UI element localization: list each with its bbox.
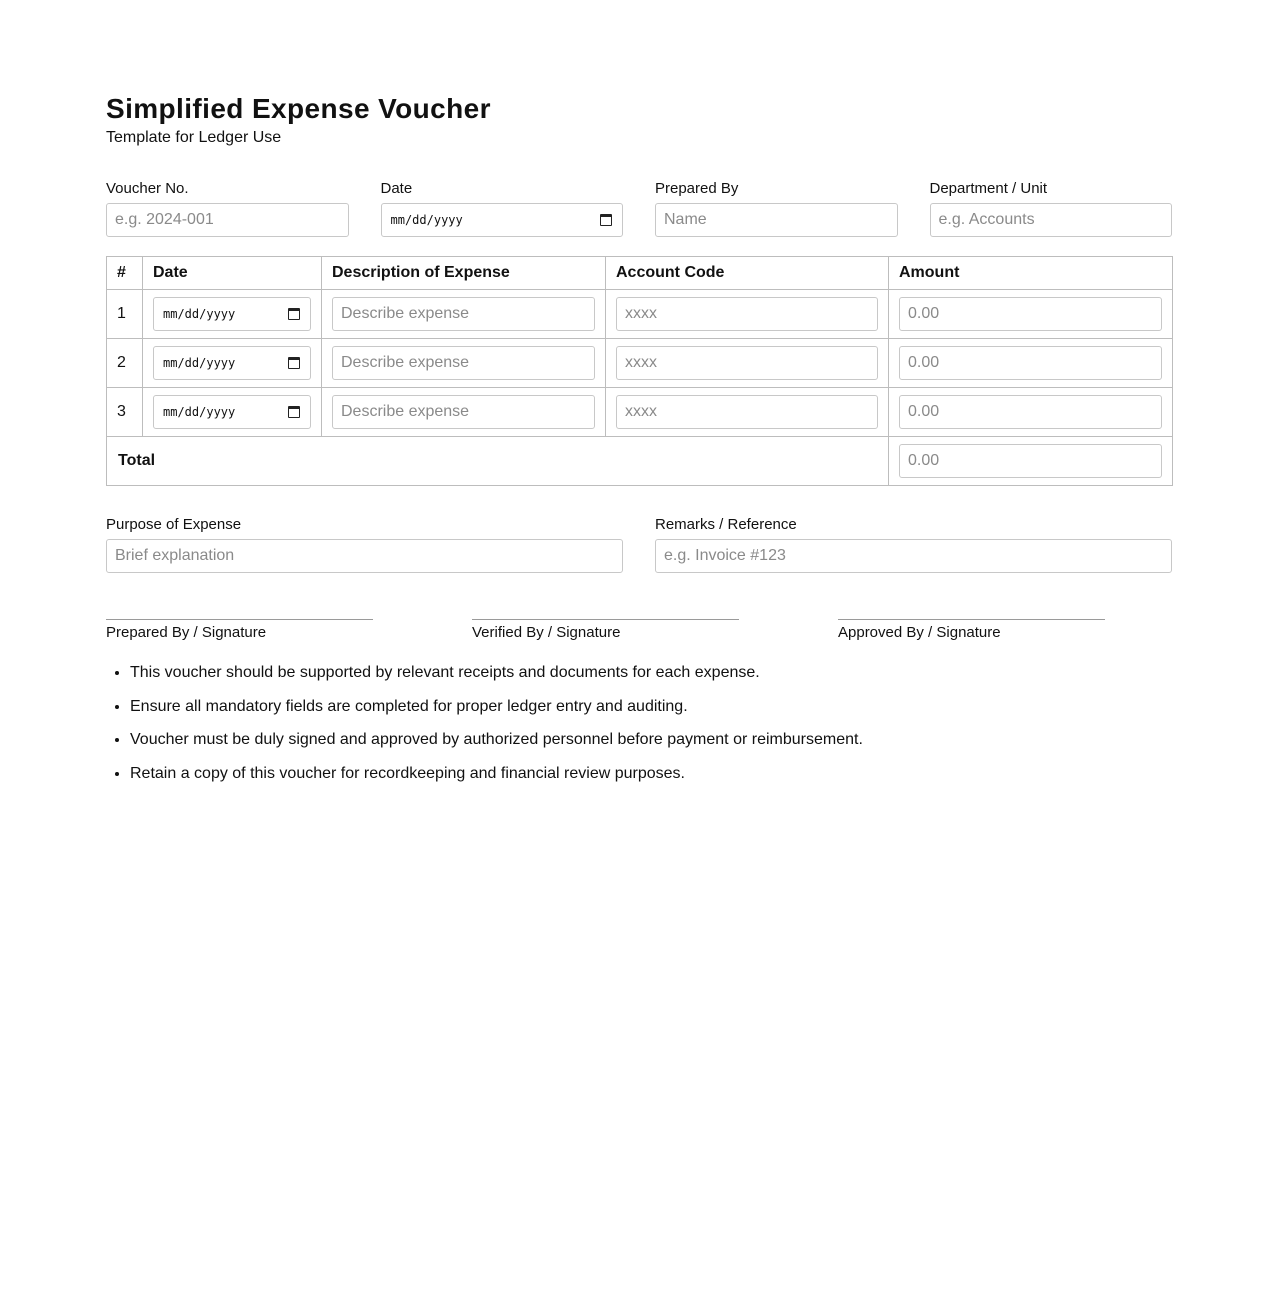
row-amount-cell	[889, 388, 1173, 437]
verified-by-signature	[472, 619, 739, 642]
row-amount-input[interactable]: 0.00	[899, 346, 1162, 380]
signature-line	[106, 619, 373, 620]
list-item: • Voucher must be duly signed and approved by authorized personnel before payment or reimbursement.	[130, 730, 1172, 750]
additional-fields	[106, 516, 1172, 573]
row-amount-input[interactable]: 0.00	[899, 395, 1162, 429]
signature-section	[106, 619, 1172, 642]
table-row	[107, 339, 1173, 388]
list-item: • Ensure all mandatory fields are completed for proper ledger entry and auditing.	[130, 697, 1172, 717]
date-input-placeholder: mm/dd/yyyy	[390, 213, 463, 227]
column-header-date: Date	[143, 257, 322, 290]
department-field-group	[930, 180, 1173, 237]
row-date-cell	[143, 339, 322, 388]
purpose-field-group	[106, 516, 623, 573]
calendar-icon[interactable]	[600, 214, 612, 226]
row-date-cell	[143, 290, 322, 339]
page-subtitle: Template for Ledger Use	[106, 129, 282, 146]
row-number: 2	[107, 339, 143, 388]
row-date-placeholder: mm/dd/yyyy	[163, 405, 236, 419]
department-label: Department / Unit	[929, 180, 1048, 197]
signature-line	[838, 619, 1105, 620]
remarks-input[interactable]: e.g. Invoice #123	[655, 539, 1172, 573]
row-account-cell	[606, 388, 889, 437]
row-date-input[interactable]	[153, 346, 311, 380]
row-account-code-input[interactable]: xxxx	[616, 395, 878, 429]
prepared-by-signature	[106, 619, 373, 642]
date-label: Date	[380, 180, 413, 197]
row-date-cell	[143, 388, 322, 437]
calendar-icon[interactable]	[288, 406, 300, 418]
date-input[interactable]	[381, 203, 624, 237]
list-item: • Retain a copy of this voucher for recordkeeping and financial review purposes.	[130, 764, 1172, 784]
department-input[interactable]: e.g. Accounts	[930, 203, 1173, 237]
prepared-by-input[interactable]: Name	[655, 203, 898, 237]
voucher-meta-fields	[106, 180, 1172, 237]
row-date-placeholder: mm/dd/yyyy	[163, 307, 236, 321]
total-label: Total	[107, 437, 889, 486]
voucher-no-input[interactable]: e.g. 2024-001	[106, 203, 349, 237]
calendar-icon[interactable]	[288, 308, 300, 320]
prepared-by-label: Prepared By	[655, 180, 739, 197]
total-row	[107, 437, 1173, 486]
row-description-cell	[322, 388, 606, 437]
row-description-cell	[322, 339, 606, 388]
total-amount-input[interactable]: 0.00	[899, 444, 1162, 478]
row-description-input[interactable]: Describe expense	[332, 395, 595, 429]
signature-label: Approved By / Signature	[838, 624, 1001, 641]
signature-label: Prepared By / Signature	[106, 624, 267, 641]
calendar-icon[interactable]	[288, 357, 300, 369]
row-number: 3	[107, 388, 143, 437]
row-date-input[interactable]	[153, 395, 311, 429]
table-row	[107, 290, 1173, 339]
signature-label: Verified By / Signature	[472, 624, 621, 641]
page-title: Simplified Expense Voucher	[106, 93, 491, 124]
column-header-account-code: Account Code	[606, 257, 889, 290]
row-account-code-input[interactable]: xxxx	[616, 297, 878, 331]
column-header-description: Description of Expense	[322, 257, 606, 290]
row-description-input[interactable]: Describe expense	[332, 297, 595, 331]
row-amount-input[interactable]: 0.00	[899, 297, 1162, 331]
voucher-no-field-group	[106, 180, 349, 237]
table-row	[107, 388, 1173, 437]
date-field-group	[381, 180, 624, 237]
row-date-placeholder: mm/dd/yyyy	[163, 356, 236, 370]
remarks-field-group	[655, 516, 1172, 573]
prepared-by-field-group	[655, 180, 898, 237]
row-account-cell	[606, 290, 889, 339]
expense-items-table	[106, 256, 1173, 486]
voucher-notes-list	[106, 663, 1172, 784]
row-account-code-input[interactable]: xxxx	[616, 346, 878, 380]
row-amount-cell	[889, 339, 1173, 388]
remarks-label: Remarks / Reference	[655, 516, 797, 533]
approved-by-signature	[838, 619, 1105, 642]
row-description-input[interactable]: Describe expense	[332, 346, 595, 380]
row-amount-cell	[889, 290, 1173, 339]
row-number: 1	[107, 290, 143, 339]
voucher-no-label: Voucher No.	[106, 180, 189, 197]
purpose-input[interactable]: Brief explanation	[106, 539, 623, 573]
table-header-row	[107, 257, 1173, 290]
row-date-input[interactable]	[153, 297, 311, 331]
purpose-label: Purpose of Expense	[106, 516, 242, 533]
total-amount-cell	[889, 437, 1173, 486]
row-account-cell	[606, 339, 889, 388]
signature-line	[472, 619, 739, 620]
expense-voucher-page	[106, 91, 1172, 797]
list-item: • This voucher should be supported by relevant receipts and documents for each expense.	[130, 663, 1172, 683]
row-description-cell	[322, 290, 606, 339]
column-header-amount: Amount	[889, 257, 1173, 290]
column-header-number: #	[107, 257, 143, 290]
